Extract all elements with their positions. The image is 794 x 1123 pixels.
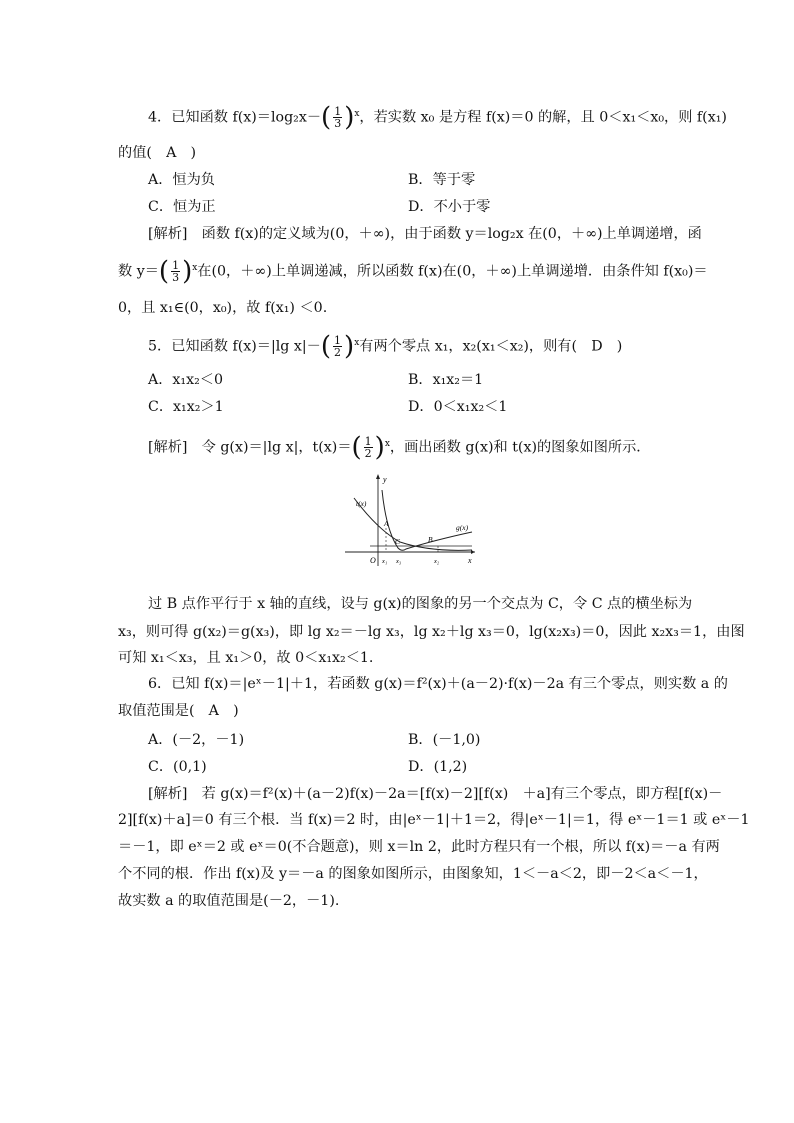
q6-analysis-line5: 故实数 a 的取值范围是(－2，－1). xyxy=(118,893,340,909)
q5-function-graph xyxy=(340,470,480,570)
q4-analysis-line3: 0，且 x₁∈(0，x₀)，故 f(x₁) ＜0. xyxy=(118,300,328,316)
label-C: C xyxy=(395,537,401,546)
q4-fraction: $\frac{1}{3}$ xyxy=(334,105,342,131)
q6-stem-line1: 6．已知 f(x)＝|eˣ－1|＋1，若函数 g(x)＝f²(x)＋(a－2)·f(x)－2a 有三个零点，则实数 a 的 xyxy=(148,676,728,692)
x-axis-arrow xyxy=(471,550,475,554)
q4-option-b: B．等于零 xyxy=(408,172,476,188)
label-g: g(x) xyxy=(456,523,469,532)
q4-option-d: D．不小于零 xyxy=(408,199,491,215)
q5-option-c: C．x₁x₂＞1 xyxy=(148,399,224,415)
q5-analysis-line1: [解析] 令 g(x)＝|lg x|，t(x)＝( $\frac{1}{2}$ )$^x$，画出函数 g(x)和 t(x)的图象如图所示． xyxy=(148,432,651,463)
q4-stem-line2: 的值( A ) xyxy=(118,145,197,161)
q4-option-c: C．恒为正 xyxy=(148,199,216,215)
label-A: A xyxy=(384,519,389,528)
q5-option-d: D．0＜x₁x₂＜1 xyxy=(408,399,508,415)
q5-analysis-line2: 过 B 点作平行于 x 轴的直线，设与 g(x)的图象的另一个交点为 C，令 C 点的横坐标为 xyxy=(148,596,693,612)
q5-analysis-line4: 可知 x₁＜x₃，且 x₁＞0，故 0＜x₁x₂＜1. xyxy=(118,650,374,666)
label-x2: x₂ xyxy=(434,558,440,565)
q6-options-row1 xyxy=(148,730,481,750)
label-y: y xyxy=(383,475,387,484)
q5-analysis-line3: x₃，则可得 g(x₂)＝g(x₃)，即 lg x₂＝－lg x₃，lg x₂＋lg x₃＝0，lg(x₂x₃)＝0，因此 x₂x₃＝1，由图 xyxy=(118,624,745,640)
q6-option-a: A．(－2，－1) xyxy=(148,732,245,748)
q5-fraction: $\frac{1}{2}$ xyxy=(334,334,342,360)
q5-option-b: B．x₁x₂＝1 xyxy=(408,372,484,388)
q6-analysis-line1: [解析] 若 g(x)＝f²(x)＋(a－2)f(x)－2a＝[f(x)－2][f(x) ＋a]有三个零点，即方程[f(x)－ xyxy=(148,786,723,802)
y-axis-arrow xyxy=(376,474,380,479)
q6-analysis-line2: 2][f(x)＋a]＝0 有三个根．当 f(x)＝2 时，由|eˣ－1|＋1＝2，得|eˣ－1|＝1，得 eˣ－1＝1 或 eˣ－1 xyxy=(118,812,750,828)
q6-analysis-line4: 个不同的根．作出 f(x)及 y＝－a 的图象如图所示，由图象知，1＜－a＜2，即－2＜a＜－1， xyxy=(118,866,708,882)
q4-stem-line1: 4．已知函数 f(x)＝log₂x－( $\frac{1}{3}$ )$^x$，若实数 x₀ 是方程 f(x)＝0 的解，且 0＜x₁＜x₀，则 f(x₁) xyxy=(148,102,727,133)
q4-options-row1 xyxy=(148,170,476,190)
q6-analysis-line3: ＝－1，即 eˣ＝2 或 eˣ＝0(不合题意)，则 x＝ln 2，此时方程只有一个根，所以 f(x)＝－a 有两 xyxy=(118,839,720,855)
q5-options-row1 xyxy=(148,370,484,390)
q5-stem-line1: 5．已知函数 f(x)＝|lg x|－( $\frac{1}{2}$ )$^x$有两个零点 x₁，x₂(x₁＜x₂)，则有( D ) xyxy=(148,331,623,362)
label-origin: O xyxy=(370,556,376,565)
label-t: t(x) xyxy=(356,499,367,508)
label-x3: x₃ xyxy=(396,558,402,565)
label-x: x xyxy=(468,556,472,565)
q4-analysis-line2: 数 y＝( $\frac{1}{3}$ )$^x$在(0，＋∞)上单调递减，所以函数 f(x)在(0，＋∞)上单调递增．由条件知 f(x₀)＝ xyxy=(118,256,708,287)
q6-option-b: B．(－1,0) xyxy=(408,732,481,748)
q5-option-a: A．x₁x₂＜0 xyxy=(148,372,224,388)
label-B: B xyxy=(428,535,433,544)
q6-options-row2 xyxy=(148,757,468,777)
q6-option-d: D．(1,2) xyxy=(408,759,468,775)
t-curve xyxy=(354,498,472,550)
q5-options-row2 xyxy=(148,397,508,417)
q4-options-row2 xyxy=(148,197,491,217)
q6-stem-line2: 取值范围是( A ) xyxy=(118,703,239,719)
q4-analysis-line1: [解析] 函数 f(x)的定义域为(0，＋∞)，由于函数 y＝log₂x 在(0，＋∞)上单调递增，函 xyxy=(148,226,702,242)
label-x1: x₁ xyxy=(382,558,388,565)
q4-option-a: A．恒为负 xyxy=(148,172,215,188)
q6-option-c: C．(0,1) xyxy=(148,759,207,775)
